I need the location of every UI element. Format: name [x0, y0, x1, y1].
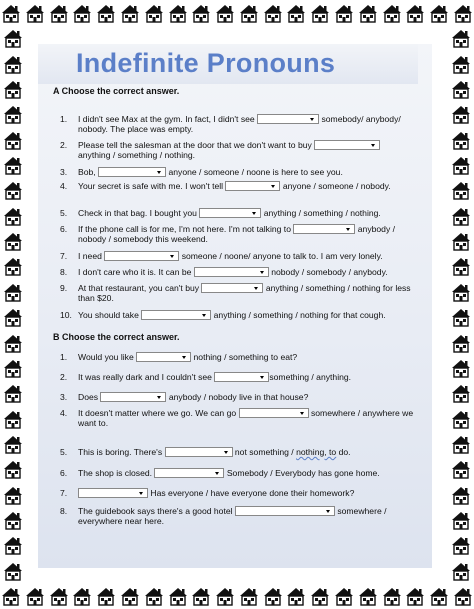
answer-dropdown[interactable]: [225, 181, 280, 191]
house-icon: [2, 332, 24, 354]
house-icon: [190, 585, 212, 607]
house-icon: [71, 2, 93, 24]
house-icon: [24, 2, 46, 24]
house-icon: [450, 433, 472, 455]
house-icon: [450, 306, 472, 328]
house-icon: [450, 255, 472, 277]
house-icon: [450, 230, 472, 252]
chevron-down-icon: [200, 311, 209, 319]
house-icon: [450, 154, 472, 176]
house-icon: [71, 585, 93, 607]
question-number: 8.: [60, 267, 68, 277]
house-icon: [2, 27, 24, 49]
question-number: 1.: [60, 352, 68, 362]
house-icon: [285, 585, 307, 607]
question-number: 7.: [60, 251, 68, 261]
answer-dropdown[interactable]: [104, 251, 179, 261]
house-icon: [450, 27, 472, 49]
house-icon: [404, 2, 426, 24]
house-icon: [2, 433, 24, 455]
house-icon: [450, 129, 472, 151]
chevron-down-icon: [155, 393, 164, 401]
house-icon: [452, 2, 474, 24]
answer-dropdown[interactable]: [235, 506, 335, 516]
house-icon: [2, 357, 24, 379]
chevron-down-icon: [213, 469, 222, 477]
house-icon: [2, 255, 24, 277]
house-icon: [214, 2, 236, 24]
answer-dropdown[interactable]: [78, 488, 148, 498]
question-number: 9.: [60, 283, 68, 293]
question-number: 7.: [60, 488, 68, 498]
house-icon: [450, 560, 472, 582]
house-icon: [2, 129, 24, 151]
question-number: 5.: [60, 447, 68, 457]
house-icon: [262, 2, 284, 24]
house-icon: [0, 585, 22, 607]
chevron-down-icon: [298, 409, 307, 417]
house-icon: [238, 585, 260, 607]
house-icon: [2, 154, 24, 176]
chevron-down-icon: [155, 168, 164, 176]
answer-dropdown[interactable]: [165, 447, 233, 457]
house-icon: [450, 408, 472, 430]
question-number: 8.: [60, 506, 68, 516]
house-icon: [2, 458, 24, 480]
house-icon: [262, 585, 284, 607]
house-icon: [428, 585, 450, 607]
house-icon: [2, 509, 24, 531]
house-icon: [450, 484, 472, 506]
house-icon: [404, 585, 426, 607]
question-number: 6.: [60, 468, 68, 478]
question-number: 6.: [60, 224, 68, 234]
house-icon: [333, 2, 355, 24]
chevron-down-icon: [168, 252, 177, 260]
chevron-down-icon: [324, 507, 333, 515]
answer-dropdown[interactable]: [201, 283, 263, 293]
house-icon: [357, 2, 379, 24]
chevron-down-icon: [222, 448, 231, 456]
house-icon: [333, 585, 355, 607]
house-icon: [450, 534, 472, 556]
house-icon: [452, 585, 474, 607]
house-icon: [381, 2, 403, 24]
house-icon: [450, 78, 472, 100]
answer-dropdown[interactable]: [100, 392, 166, 402]
question-number: 5.: [60, 208, 68, 218]
house-icon: [2, 205, 24, 227]
house-icon: [450, 332, 472, 354]
question-number: 1.: [60, 114, 68, 124]
house-icon: [450, 179, 472, 201]
section-b-heading: B Choose the correct answer.: [53, 332, 180, 342]
answer-dropdown[interactable]: [136, 352, 191, 362]
house-icon: [167, 2, 189, 24]
house-icon: [2, 306, 24, 328]
question-number: 4.: [60, 181, 68, 191]
house-icon: [95, 2, 117, 24]
house-icon: [119, 2, 141, 24]
answer-dropdown[interactable]: [141, 310, 211, 320]
chevron-down-icon: [344, 225, 353, 233]
house-icon: [450, 509, 472, 531]
house-icon: [428, 2, 450, 24]
answer-dropdown[interactable]: [257, 114, 319, 124]
chevron-down-icon: [250, 209, 259, 217]
house-icon: [2, 281, 24, 303]
answer-dropdown[interactable]: [154, 468, 224, 478]
house-icon: [309, 2, 331, 24]
question-number: 2.: [60, 140, 68, 150]
answer-dropdown[interactable]: [98, 167, 166, 177]
house-icon: [167, 585, 189, 607]
house-icon: [214, 585, 236, 607]
house-icon: [285, 2, 307, 24]
house-icon: [24, 585, 46, 607]
house-icon: [95, 585, 117, 607]
chevron-down-icon: [269, 182, 278, 190]
house-icon: [450, 53, 472, 75]
answer-dropdown[interactable]: [239, 408, 309, 418]
house-icon: [450, 103, 472, 125]
house-icon: [450, 382, 472, 404]
house-icon: [450, 458, 472, 480]
house-icon: [2, 103, 24, 125]
house-icon: [2, 534, 24, 556]
answer-dropdown[interactable]: [194, 267, 269, 277]
page-title: Indefinite Pronouns: [76, 48, 336, 78]
chevron-down-icon: [369, 141, 378, 149]
chevron-down-icon: [258, 373, 267, 381]
house-icon: [2, 53, 24, 75]
chevron-down-icon: [308, 115, 317, 123]
house-icon: [309, 585, 331, 607]
question-number: 4.: [60, 408, 68, 418]
house-icon: [357, 585, 379, 607]
house-icon: [450, 205, 472, 227]
house-icon: [2, 382, 24, 404]
house-icon: [2, 408, 24, 430]
house-icon: [190, 2, 212, 24]
question-number: 3.: [60, 167, 68, 177]
question-number: 3.: [60, 392, 68, 402]
house-icon: [2, 78, 24, 100]
answer-dropdown[interactable]: [293, 224, 355, 234]
house-icon: [450, 281, 472, 303]
house-icon: [143, 2, 165, 24]
house-icon: [2, 179, 24, 201]
house-icon: [2, 560, 24, 582]
chevron-down-icon: [180, 353, 189, 361]
house-icon: [48, 2, 70, 24]
answer-dropdown[interactable]: [314, 140, 380, 150]
house-icon: [48, 585, 70, 607]
answer-dropdown[interactable]: [214, 372, 269, 382]
house-icon: [2, 484, 24, 506]
answer-dropdown[interactable]: [199, 208, 261, 218]
house-icon: [2, 230, 24, 252]
chevron-down-icon: [258, 268, 267, 276]
house-icon: [238, 2, 260, 24]
question-number: 10.: [60, 310, 72, 320]
chevron-down-icon: [137, 489, 146, 497]
chevron-down-icon: [252, 284, 261, 292]
house-icon: [119, 585, 141, 607]
house-icon: [143, 585, 165, 607]
section-a-heading: A Choose the correct answer.: [53, 86, 180, 96]
house-icon: [450, 357, 472, 379]
house-icon: [381, 585, 403, 607]
question-number: 2.: [60, 372, 68, 382]
house-icon: [0, 2, 22, 24]
